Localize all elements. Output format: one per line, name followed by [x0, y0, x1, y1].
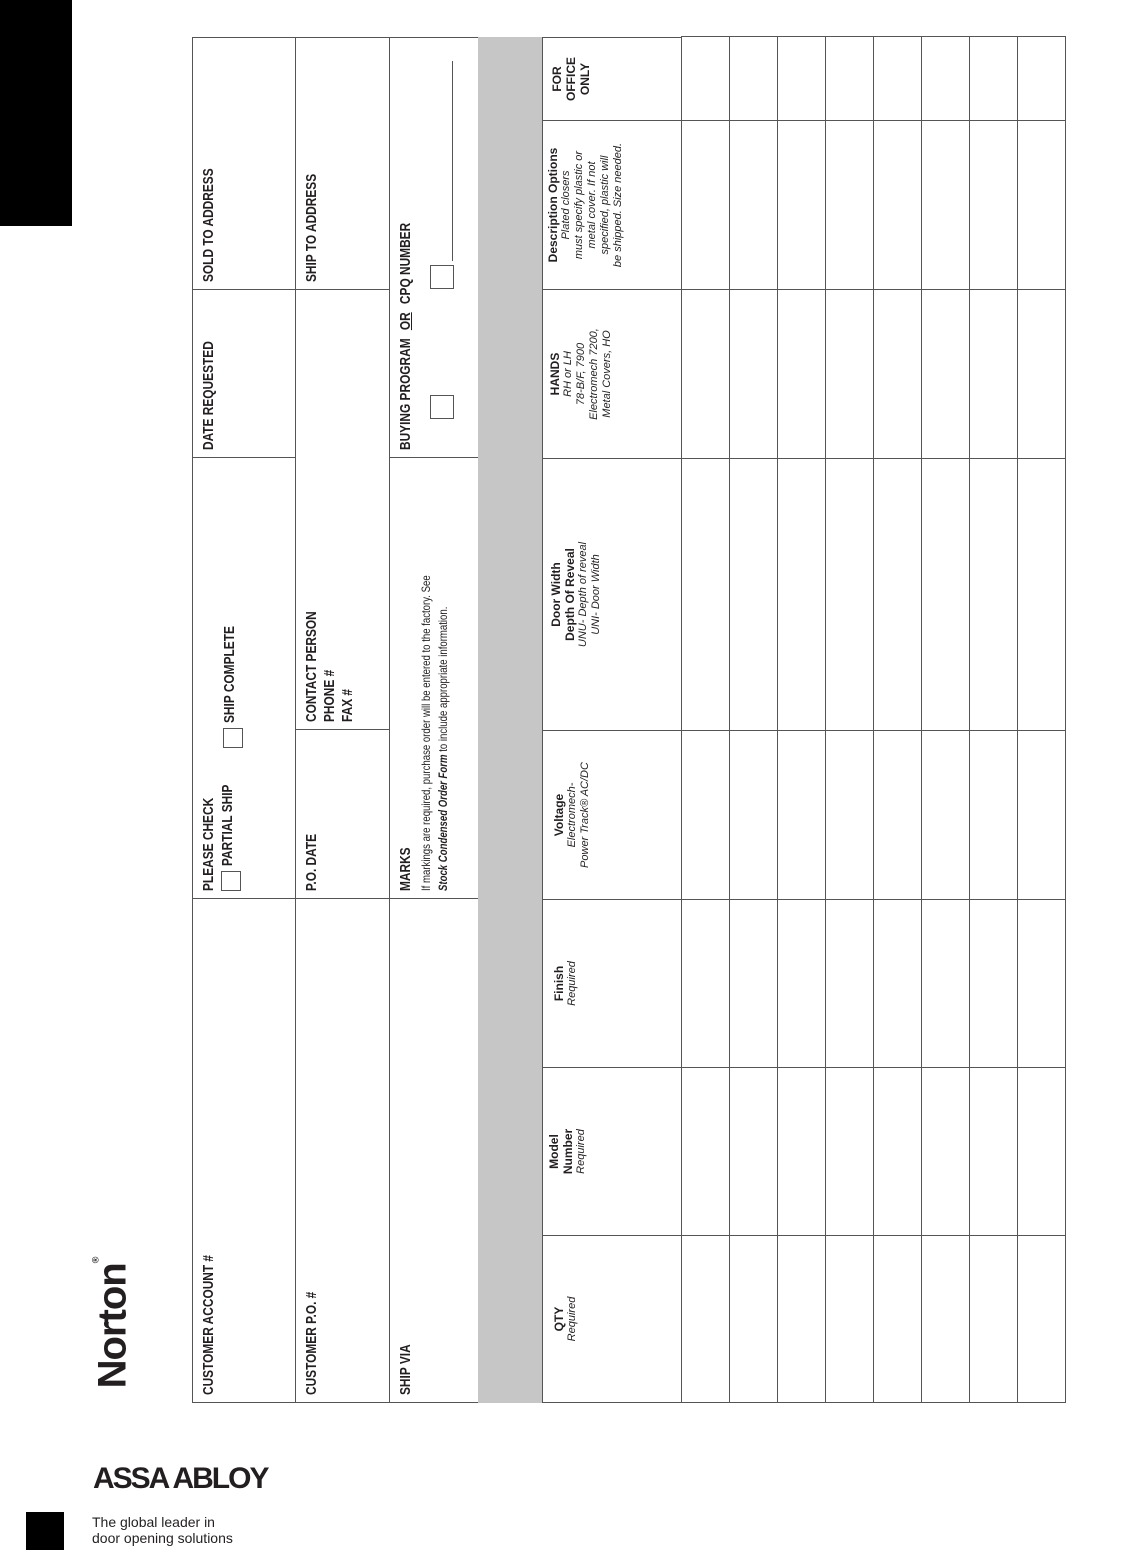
entry-cell-voltage[interactable] [873, 730, 922, 900]
entry-cell-model[interactable] [777, 1067, 826, 1236]
entry-cell-office[interactable] [1017, 36, 1066, 121]
entry-cell-hands[interactable] [921, 289, 970, 459]
entry-cell-qty[interactable] [1017, 1235, 1066, 1403]
entry-cell-office[interactable] [681, 36, 730, 121]
entry-cell-model[interactable] [873, 1067, 922, 1236]
entry-cell-hands[interactable] [969, 289, 1018, 459]
entry-cell-qty[interactable] [777, 1235, 826, 1403]
col-office-label: FOR OFFICE ONLY [550, 57, 592, 101]
entry-cell-description[interactable] [921, 120, 970, 290]
marks-field[interactable]: MARKS If markings are required, purchase order will be entered to the factory. See Stock Condensed Order Form to include appropriate information. [389, 457, 479, 899]
entry-cell-model[interactable] [825, 1067, 874, 1236]
entry-cell-description[interactable] [825, 120, 874, 290]
ship-to-address-field[interactable]: SHIP TO ADDRESS [295, 37, 390, 290]
entry-cell-office[interactable] [729, 36, 778, 121]
entry-cell-door-width[interactable] [1017, 458, 1066, 731]
entry-cell-description[interactable] [729, 120, 778, 290]
col-finish-label: Finish Required [552, 961, 578, 1006]
entry-cell-hands[interactable] [777, 289, 826, 459]
entry-cell-description[interactable] [1017, 120, 1066, 290]
date-requested-field[interactable]: DATE REQUESTED [192, 289, 296, 458]
entry-cell-finish[interactable] [969, 899, 1018, 1068]
entry-cell-finish[interactable] [921, 899, 970, 1068]
sold-to-address-field[interactable]: SOLD TO ADDRESS [192, 37, 296, 290]
entry-cell-door-width[interactable] [825, 458, 874, 731]
entry-cell-qty[interactable] [681, 1235, 730, 1403]
entry-cell-qty[interactable] [921, 1235, 970, 1403]
entry-cell-door-width[interactable] [969, 458, 1018, 731]
assa-abloy-logo: ASSA ABLOY [93, 1462, 268, 1495]
entry-cell-model[interactable] [729, 1067, 778, 1236]
buying-program-field [389, 37, 479, 458]
entry-cell-model[interactable] [681, 1067, 730, 1236]
ship-complete-checkbox[interactable] [223, 728, 243, 748]
entry-cell-qty[interactable] [825, 1235, 874, 1403]
customer-account-field[interactable]: CUSTOMER ACCOUNT # [192, 898, 296, 1403]
ship-via-field[interactable]: SHIP VIA [389, 898, 479, 1403]
customer-po-field[interactable]: CUSTOMER P.O. # [295, 898, 390, 1403]
entry-cell-hands[interactable] [873, 289, 922, 459]
entry-cell-door-width[interactable] [873, 458, 922, 731]
entry-cell-door-width[interactable] [681, 458, 730, 731]
entry-cell-office[interactable] [969, 36, 1018, 121]
entry-cell-door-width[interactable] [921, 458, 970, 731]
entry-cell-hands[interactable] [681, 289, 730, 459]
entry-cell-model[interactable] [969, 1067, 1018, 1236]
col-qty-label: QTY Required [552, 1296, 578, 1342]
entry-cell-description[interactable] [681, 120, 730, 290]
entry-cell-hands[interactable] [825, 289, 874, 459]
entry-cell-hands[interactable] [729, 289, 778, 459]
entry-cell-hands[interactable] [1017, 289, 1066, 459]
entry-cell-office[interactable] [921, 36, 970, 121]
black-tab [0, 0, 72, 226]
entry-cell-door-width[interactable] [729, 458, 778, 731]
entry-cell-qty[interactable] [873, 1235, 922, 1403]
entry-cell-voltage[interactable] [969, 730, 1018, 900]
cpq-checkbox[interactable] [430, 265, 454, 289]
entry-cell-qty[interactable] [969, 1235, 1018, 1403]
entry-cell-office[interactable] [777, 36, 826, 121]
entry-cell-office[interactable] [873, 36, 922, 121]
po-date-field[interactable]: P.O. DATE [295, 729, 390, 899]
separator-band [478, 37, 543, 1403]
entry-cell-voltage[interactable] [681, 730, 730, 900]
buying-program-checkbox[interactable] [430, 395, 454, 419]
entry-cell-voltage[interactable] [825, 730, 874, 900]
order-form [192, 37, 1116, 1403]
entry-cell-finish[interactable] [729, 899, 778, 1068]
col-description-label: Description Options Plated closers must specify plastic or metal cover. If not specified, plastic will be shipped. Size needed. [546, 142, 624, 268]
entry-cell-description[interactable] [777, 120, 826, 290]
col-model-label: Model Number Required [547, 1128, 587, 1175]
please-check-cell: PLEASE CHECK PARTIAL SHIP SHIP COMPLETE [192, 457, 296, 899]
tagline: The global leader in door opening solutions [92, 1514, 233, 1546]
partial-ship-checkbox[interactable] [221, 871, 241, 891]
logo-square [26, 1512, 64, 1550]
entry-cell-door-width[interactable] [777, 458, 826, 731]
entry-cell-voltage[interactable] [777, 730, 826, 900]
entry-cell-finish[interactable] [777, 899, 826, 1068]
cpq-number-input[interactable] [452, 61, 453, 261]
col-voltage-label: Voltage Electromech- Power Track® AC/DC [552, 762, 591, 868]
entry-cell-finish[interactable] [1017, 899, 1066, 1068]
col-door-width-label: Door Width Depth Of Reveal UNU- Depth of reveal UNI- Door Width [549, 541, 602, 648]
entry-cell-description[interactable] [969, 120, 1018, 290]
col-hands-label: HANDS RH or LH 78-B/F, 7900 Electromech 7200, Metal Covers, HO [548, 328, 613, 420]
norton-logo: Norton® [90, 1257, 134, 1389]
entry-cell-model[interactable] [921, 1067, 970, 1236]
entry-cell-finish[interactable] [873, 899, 922, 1068]
entry-cell-voltage[interactable] [729, 730, 778, 900]
entry-cell-voltage[interactable] [921, 730, 970, 900]
entry-cell-description[interactable] [873, 120, 922, 290]
contact-field[interactable]: CONTACT PERSON PHONE # FAX # [295, 289, 390, 730]
entry-cell-office[interactable] [825, 36, 874, 121]
entry-cell-finish[interactable] [681, 899, 730, 1068]
entry-cell-model[interactable] [1017, 1067, 1066, 1236]
entry-cell-finish[interactable] [825, 899, 874, 1068]
entry-cell-qty[interactable] [729, 1235, 778, 1403]
buying-program-label: BUYING PROGRAM OR CPQ NUMBER [398, 222, 414, 450]
entry-cell-voltage[interactable] [1017, 730, 1066, 900]
